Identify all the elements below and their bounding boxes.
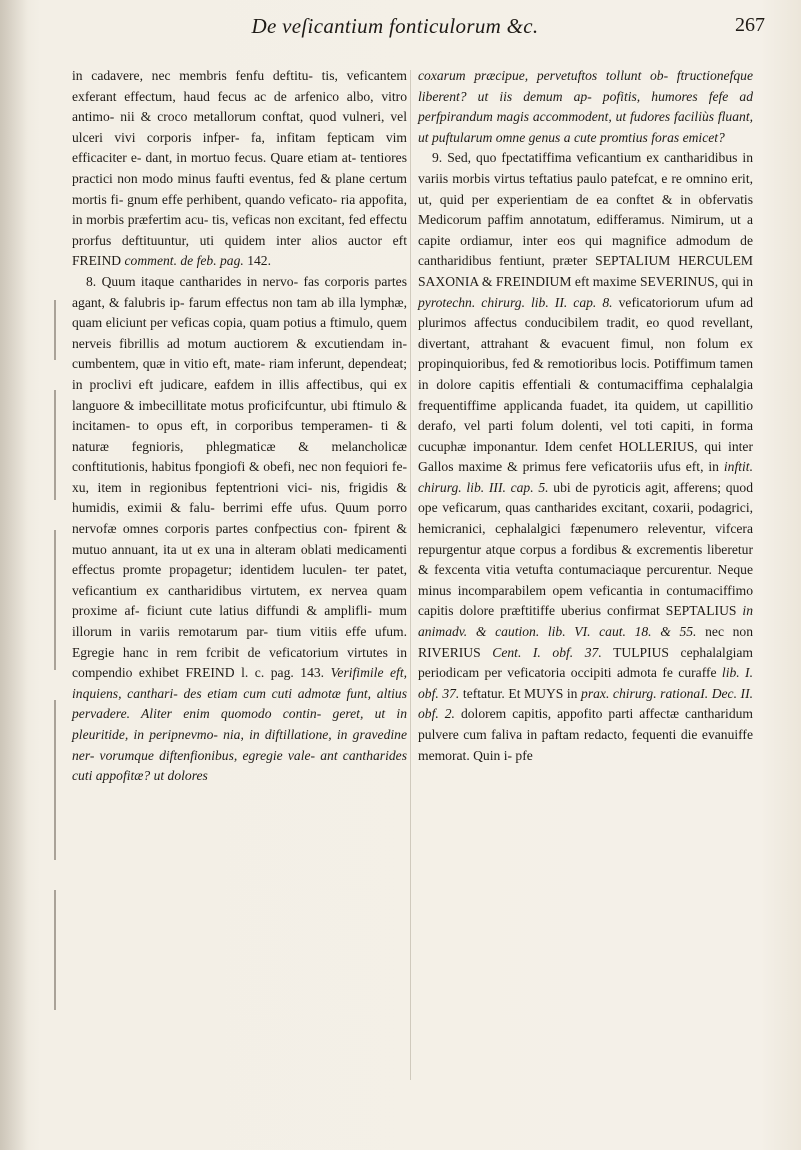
right-reference-hollerius: inftit. chirurg. lib. III. cap. 5. <box>418 459 753 495</box>
right-para2-text-e: TULPIUS cephalalgiam periodicam per veficatoria occipiti admota fe curaffe <box>418 644 753 681</box>
margin-mark <box>54 890 56 1010</box>
left-para1-reference: comment. de feb. pag. <box>124 253 244 269</box>
left-para1-text: in cadavere, nec membris fenfu deftitu- tis, veficantem exferant effectum, haud fecus ac de arfenico albo, vitro antimo- nii & croco metallorum conftat, quod vulneri, vel ulceri vivi corporis infper- fa, infitam fepticam vim efficaciter e- dant, in mortuo fecus. Quare etiam at- tentiores practici non modo minus faufti eventus, fed & plane certum mortis fi- gnum effe perhibent, quando veficato- ria appofita, in morbis præfertim acu- tis, veficas non excitant, fed effectu prorfus deftituuntur, uti quidem inter alios auctor eft FREIND <box>72 68 407 269</box>
page-number: 267 <box>735 14 765 36</box>
right-reference-riverius: Cent. I. obf. 37. <box>492 644 602 660</box>
right-para1-quote: coxarum præcipue, pervetuftos tollunt ob- ftructionefque liberent? ut iis demum ap- pofitis, humores fefe ad perfpirandum magis accommodent, ut fudores faciliùs fluant, ut puftularum omne genus a cute promtius foras emicet? <box>418 68 753 145</box>
margin-mark <box>54 300 56 360</box>
margin-mark <box>54 530 56 670</box>
right-para2-text: Sed, quo fpectatiffima veficantium ex cantharidibus in variis morbis virtus teftatius paulo patefcat, e re omnino erit, ut, quid per experientiam de ea conftet & in obfervatis Medicorum paffim annotatum, edifferamus. Nimirum, ut a capite ordiamur, inter eos qui magnifice admodum de cantharidibus fentiunt, præter SEPTALIUM HERCULEM SAXONIA & FREINDIUM eft maxime SEVERINUS, qui in <box>418 150 753 289</box>
right-para2-text-f: teftatur. Et MUYS in <box>462 685 578 701</box>
right-para2-text-g: dolorem capitis, appofito parti affectæ cantharidum pulvere cum faliva in paftam redacto, fequenti die evanuiffe memorat. Quin i- pfe <box>418 706 753 763</box>
column-divider <box>410 70 411 1080</box>
right-paragraph-2 <box>418 148 753 766</box>
right-column <box>418 66 753 766</box>
right-reference-severinus: pyrotechn. chirurg. lib. II. cap. 8. <box>418 294 613 310</box>
margin-mark <box>54 390 56 500</box>
right-para2-text-c: ubi de pyroticis agit, afferens; quod ope veficarum, quas cantharides excitant, coxarii, podagrici, hemicranici, cephalalgici fæpenumero releventur, vifcera repurgentur atque corpus a fordibus & excrementis liberetur & fexcenta vitia vetufta contumaciaque percurentur. Neque minus incomparabilem opem veficantia in contumaciffimo capitis dolore præftitiffe uberius confirmat SEPTALIUS <box>418 479 753 619</box>
gutter-shadow <box>0 0 28 1150</box>
right-para2-text-d: nec non RIVERIUS <box>418 624 754 660</box>
left-para2-text: Quum itaque cantharides in nervo- fas corporis partes agant, & falubris ip- farum effectus non tam ab illa lymphæ, quam eliciunt per veficas copia, quam potius a ftimulo, quem nerveis fibrillis ad motum auctiorem & excutiendam in- cumbentem, quæ in vitio eft, mate- riam inferunt, dependeat; in proclivi eft judicare, eafdem in illis affectibus, qui ex languore & imbecillitate motus proficifcuntur, ubi ftimulo & incitamen- to opus eft, in corporibus temperamen- ti & naturæ fegnioris, phlegmaticæ & melancholicæ conftitutionis, habitus fpongiofi & obefi, nec non fequiori fe- xu, item in regionibus feptentrioni vici- nis, frigidis & humidis, eximii & falu- berrimi effe ufus. Quum porro nervofæ omnes corporis partes confpectius con- fpirent & mutuo annuant, ita ut ex una in alteram oblati medicamenti effectus promte propagetur; identidem luculen- ter patet, veficantium ex cantharidibus virtutem, ex nervea quam proxime af- ficiunt cute latius diffundi & amplifli- mum illorum in variis remotarum par- tium vitiis effe ufum. Egregie hanc in rem fcribit de veficatorium virtutes in compendio exhibet FREIND l. c. pag. 143. <box>72 273 407 681</box>
left-para1-reference-number: 142. <box>247 253 271 269</box>
left-paragraph-1 <box>72 66 407 272</box>
paragraph-number-8: 8. <box>86 273 97 289</box>
running-head: De veſicantium fonticulorum &c. <box>251 14 539 38</box>
right-reference-muys: prax. chirurg. rationaI. Dec. II. obf. 2. <box>418 685 754 722</box>
left-para2-quote: Verifimile eft, inquiens, canthari- des etiam cum cuti admotæ funt, altius pervadere. Aliter enim quomodo contin- geret, ut in pleuritide, in peripnevmo- nia, in diftillatione, in gravedine ner- vorumque diftenfionibus, egregie vale- ant cantharides cuti appofitæ? ut dolores <box>72 665 407 784</box>
left-column <box>72 66 407 787</box>
paragraph-number-9: 9. <box>432 150 443 166</box>
right-para2-text-b: veficatoriorum ufum ad plurimos affectus conducibilem tradit, eo quod revellant, divertant, attrahant & evacuent fimul, non folum ex propinquioribus, fed & remotioribus locis. Potiffimum tamen in dolore capitis effentiali & contumaciffima cephalalgia frequentiffime applicanda fuadet, ita quidem, ut capillitio derafo, vel parti folum dolenti, vel toti capiti, in forma cucuphæ imponantur. Idem cenfet HOLLERIUS, qui inter Gallos maxime & primus fere veficatoriis ufus eft, in <box>418 294 753 475</box>
margin-mark <box>54 700 56 860</box>
right-reference-septalius: in animadv. & caution. lib. VI. caut. 18. & 55. <box>418 603 753 640</box>
right-reference-tulpius: lib. I. obf. 37. <box>418 665 753 701</box>
right-paragraph-1 <box>418 66 753 148</box>
page-header <box>75 14 765 44</box>
left-paragraph-2 <box>72 272 407 787</box>
margin-marks <box>50 300 64 1020</box>
